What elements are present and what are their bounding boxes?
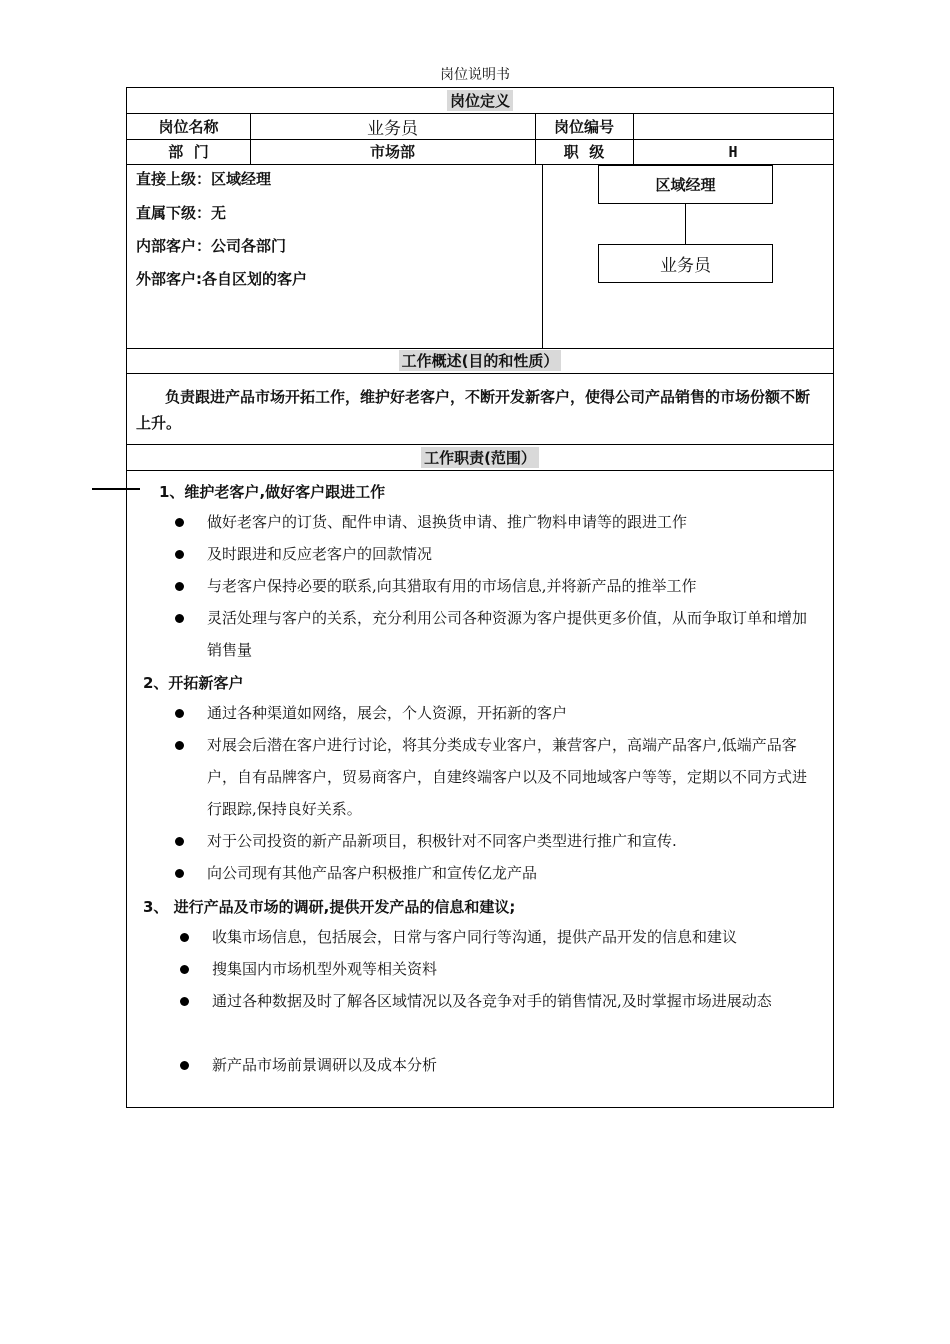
duty-item: 通过各种渠道如网络，展会，个人资源，开拓新的客户 bbox=[207, 704, 568, 722]
rule bbox=[127, 470, 833, 471]
position-name-value: 业务员 bbox=[367, 118, 418, 139]
internal-customers: 内部客户：公司各部门 bbox=[136, 237, 287, 255]
duty-item: 与老客户保持必要的联系,向其猎取有用的市场信息,并将新产品的推举工作 bbox=[207, 577, 697, 595]
rule bbox=[127, 373, 833, 374]
bullet-icon bbox=[175, 518, 184, 527]
duty-item: 对展会后潜在客户进行讨论，将其分类成专业客户，兼营客户，高端产品客户,低端产品客户，自有品牌客户，贸易商客户，自建终端客户以及不同地域客户等等，定期以不同方式进行跟踪,保持良好关系。 bbox=[207, 736, 808, 818]
job-description-table bbox=[126, 87, 834, 1108]
position-name-label: 岗位名称 bbox=[158, 117, 219, 136]
grade-label: 职 级 bbox=[563, 143, 605, 161]
department-value: 市场部 bbox=[369, 143, 415, 161]
bullet-icon bbox=[175, 869, 184, 878]
org-connector bbox=[685, 204, 686, 244]
bullet-icon bbox=[175, 614, 184, 623]
definition-header-cell bbox=[127, 88, 833, 113]
position-code-label: 岗位编号 bbox=[553, 117, 614, 136]
duty-item: 灵活处理与客户的关系，充分利用公司各种资源为客户提供更多价值，从而争取订单和增加销售量 bbox=[207, 609, 808, 659]
overview-text: 负责跟进产品市场开拓工作，维护好老客户，不断开发新客户，使得公司产品销售的市场份额不断上升。 bbox=[136, 388, 811, 432]
rule bbox=[542, 164, 543, 348]
org-box-salesperson: 业务员 bbox=[598, 244, 773, 283]
duties-header: 工作职责(范围） bbox=[421, 447, 539, 468]
bullet-icon bbox=[175, 837, 184, 846]
duties-header-cell bbox=[127, 444, 833, 470]
duty-section-title: 2、开拓新客户 bbox=[143, 674, 244, 692]
direct-subordinate: 直属下级：无 bbox=[136, 204, 227, 222]
duty-section-title: 1、维护老客户,做好客户跟进工作 bbox=[159, 483, 386, 501]
overview-header-cell bbox=[127, 348, 833, 373]
duty-item: 新产品市场前景调研以及成本分析 bbox=[212, 1056, 438, 1074]
duty-section-title: 3、 进行产品及市场的调研,提供开发产品的信息和建议; bbox=[143, 898, 516, 916]
org-box-manager: 区域经理 bbox=[598, 165, 773, 204]
document-title: 岗位说明书 bbox=[440, 67, 510, 83]
duty-item: 及时跟进和反应老客户的回款情况 bbox=[207, 545, 433, 563]
bullet-icon bbox=[175, 550, 184, 559]
bullet-icon bbox=[175, 741, 184, 750]
duty-item: 做好老客户的订货、配件申请、退换货申请、推广物料申请等的跟进工作 bbox=[207, 513, 688, 531]
department-label: 部 门 bbox=[168, 143, 209, 161]
overview-header: 工作概述(目的和性质） bbox=[399, 350, 562, 371]
bullet-icon bbox=[180, 997, 189, 1006]
position-code-value bbox=[633, 113, 833, 139]
duty-item: 对于公司投资的新产品新项目，积极针对不同客户类型进行推广和宣传. bbox=[207, 832, 677, 850]
grade-value: H bbox=[728, 142, 738, 161]
bullet-icon bbox=[175, 709, 184, 718]
bullet-icon bbox=[180, 933, 189, 942]
duty-item: 向公司现有其他产品客户积极推广和宣传亿龙产品 bbox=[207, 864, 538, 882]
bullet-icon bbox=[175, 582, 184, 591]
duty-item: 收集市场信息，包括展会，日常与客户同行等沟通，提供产品开发的信息和建议 bbox=[212, 928, 738, 946]
duty-item: 通过各种数据及时了解各区域情况以及各竞争对手的销售情况,及时掌握市场进展动态 bbox=[212, 992, 772, 1010]
direct-superior: 直接上级：区域经理 bbox=[136, 170, 272, 188]
definition-header: 岗位定义 bbox=[447, 90, 513, 111]
external-customers: 外部客户:各自区划的客户 bbox=[136, 270, 307, 288]
bullet-icon bbox=[180, 965, 189, 974]
duty-item: 搜集国内市场机型外观等相关资料 bbox=[212, 960, 438, 978]
bullet-icon bbox=[180, 1061, 189, 1070]
